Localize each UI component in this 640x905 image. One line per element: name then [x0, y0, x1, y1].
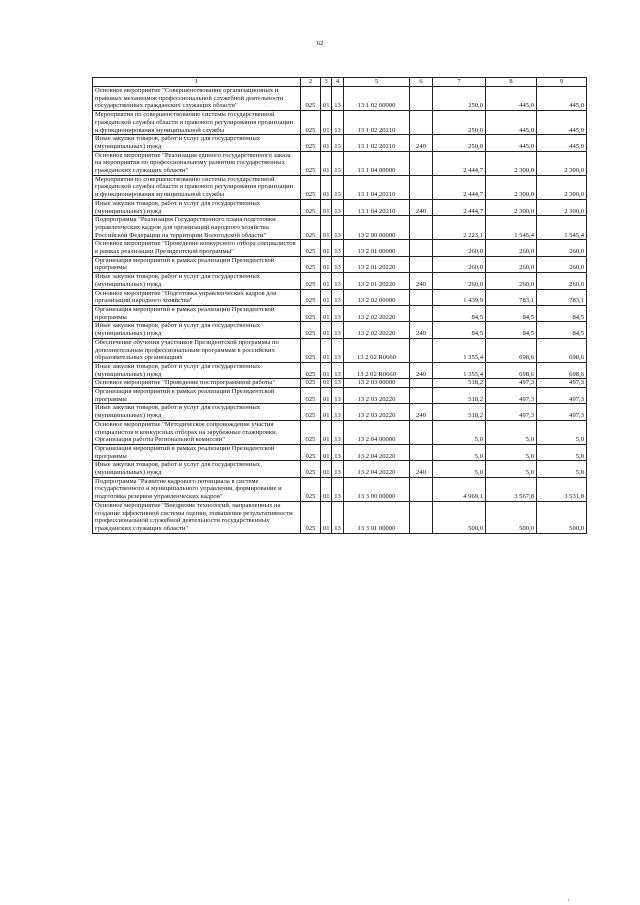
expense-type-cell: 240 — [410, 404, 433, 420]
amount-cell: 1 439,9 — [433, 289, 486, 305]
ministry-code-cell: 025 — [301, 461, 321, 477]
subsection-code-cell: 13 — [332, 87, 344, 111]
table-row — [93, 199, 587, 215]
subsection-code-cell: 13 — [332, 404, 344, 420]
expense-type-cell — [410, 379, 433, 388]
amount-cell: 84,5 — [537, 322, 587, 338]
subsection-code-cell: 13 — [332, 175, 344, 199]
row-name-cell: Организация мероприятий в рамках реализации Президентской программы — [93, 256, 301, 272]
section-code-cell: 01 — [321, 362, 332, 378]
ministry-code-cell: 025 — [301, 87, 321, 111]
expense-type-cell: 240 — [410, 135, 433, 151]
subsection-code-cell: 13 — [332, 420, 344, 444]
target-article-cell: 13 2 03 20220 — [344, 404, 410, 420]
row-name-cell: Иные закупки товаров, работ и услуг для государственных (муниципальных) нужд — [93, 135, 301, 151]
amount-cell: 500,0 — [537, 501, 587, 533]
amount-cell: 5,0 — [433, 444, 486, 460]
row-name-cell: Иные закупки товаров, работ и услуг для государственных (муниципальных) нужд — [93, 362, 301, 378]
amount-cell: 2 300,0 — [486, 151, 537, 175]
ministry-code-cell: 025 — [301, 240, 321, 256]
amount-cell: 2 444,7 — [433, 151, 486, 175]
subsection-code-cell: 13 — [332, 444, 344, 460]
column-header: 2 — [301, 78, 321, 87]
row-name-cell: Организация мероприятий в рамках реализации Президентской программы — [93, 305, 301, 321]
section-code-cell: 01 — [321, 444, 332, 460]
target-article-cell: 13 1 04 20210 — [344, 199, 410, 215]
amount-cell: 84,5 — [486, 305, 537, 321]
row-name-cell: Основное мероприятие "Методическое сопровождение участия специалистов в конкурсных отборах на зарубежные стажировки. Организация работы Региональной комиссии" — [93, 420, 301, 444]
expense-type-cell — [410, 175, 433, 199]
amount-cell: 518,2 — [433, 404, 486, 420]
amount-cell: 4 969,1 — [433, 477, 486, 501]
target-article-cell: 13 2 02 20220 — [344, 305, 410, 321]
ministry-code-cell: 025 — [301, 338, 321, 362]
subsection-code-cell: 13 — [332, 388, 344, 404]
amount-cell: 260,0 — [433, 273, 486, 289]
amount-cell: 497,3 — [486, 404, 537, 420]
amount-cell: 2 444,7 — [433, 199, 486, 215]
subsection-code-cell: 13 — [332, 240, 344, 256]
row-name-cell: Основное мероприятие "Проведение конкурсного отбора специалистов в рамках реализации Президентской программы" — [93, 240, 301, 256]
ministry-code-cell: 025 — [301, 362, 321, 378]
subsection-code-cell: 13 — [332, 151, 344, 175]
ministry-code-cell: 025 — [301, 256, 321, 272]
target-article-cell: 13 1 04 00000 — [344, 151, 410, 175]
expense-type-cell — [410, 420, 433, 444]
amount-cell: 5,0 — [433, 420, 486, 444]
table-body — [93, 87, 587, 534]
header-row — [93, 78, 587, 87]
amount-cell: 698,6 — [486, 338, 537, 362]
amount-cell: 1 355,4 — [433, 362, 486, 378]
target-article-cell: 13 1 04 20210 — [344, 175, 410, 199]
amount-cell: 5,0 — [537, 420, 587, 444]
expense-type-cell — [410, 444, 433, 460]
section-code-cell: 01 — [321, 305, 332, 321]
expense-type-cell — [410, 289, 433, 305]
column-header: 1 — [93, 78, 301, 87]
ministry-code-cell: 025 — [301, 151, 321, 175]
amount-cell: 260,0 — [537, 256, 587, 272]
row-name-cell: Подпрограмма "Развитие кадрового потенциала в системе государственного и муниципального управления, формирование и подготовка резервов управленческих кадров" — [93, 477, 301, 501]
amount-cell: 497,3 — [537, 388, 587, 404]
subsection-code-cell: 13 — [332, 289, 344, 305]
column-header: 4 — [332, 78, 344, 87]
section-code-cell: 01 — [321, 151, 332, 175]
subsection-code-cell: 13 — [332, 379, 344, 388]
amount-cell: 445,0 — [486, 135, 537, 151]
section-code-cell: 01 — [321, 477, 332, 501]
row-name-cell: Подпрограмма "Реализация Государственного плана подготовки управленческих кадров для организаций народного хозяйства Российской Федерации на территории Вологодской области" — [93, 216, 301, 240]
target-article-cell: 13 2 03 20220 — [344, 388, 410, 404]
table-row — [93, 305, 587, 321]
amount-cell: 518,2 — [433, 379, 486, 388]
table-row — [93, 338, 587, 362]
amount-cell: 445,0 — [537, 111, 587, 135]
table-row — [93, 362, 587, 378]
column-header: 5 — [344, 78, 410, 87]
column-header: 3 — [321, 78, 332, 87]
section-code-cell: 01 — [321, 379, 332, 388]
target-article-cell: 13 2 04 20220 — [344, 444, 410, 460]
ministry-code-cell: 025 — [301, 477, 321, 501]
amount-cell: 260,0 — [433, 256, 486, 272]
amount-cell: 783,1 — [486, 289, 537, 305]
table-row — [93, 256, 587, 272]
amount-cell: 698,6 — [537, 362, 587, 378]
amount-cell: 1 545,4 — [537, 216, 587, 240]
target-article-cell: 13 2 01 20220 — [344, 256, 410, 272]
budget-table — [92, 77, 587, 534]
ministry-code-cell: 025 — [301, 216, 321, 240]
section-code-cell: 01 — [321, 461, 332, 477]
subsection-code-cell: 13 — [332, 199, 344, 215]
amount-cell: 260,0 — [486, 273, 537, 289]
subsection-code-cell: 13 — [332, 461, 344, 477]
amount-cell: 783,1 — [537, 289, 587, 305]
expense-type-cell — [410, 501, 433, 533]
column-header: 9 — [537, 78, 587, 87]
table-row — [93, 444, 587, 460]
expense-type-cell — [410, 256, 433, 272]
section-code-cell: 01 — [321, 404, 332, 420]
ministry-code-cell: 025 — [301, 289, 321, 305]
amount-cell: 497,3 — [537, 379, 587, 388]
table-row — [93, 289, 587, 305]
section-code-cell: 01 — [321, 256, 332, 272]
amount-cell: 445,0 — [486, 111, 537, 135]
row-name-cell: Основное мероприятие "Проведение постпрограммной работы" — [93, 379, 301, 388]
section-code-cell: 01 — [321, 175, 332, 199]
table-row — [93, 420, 587, 444]
ministry-code-cell: 025 — [301, 388, 321, 404]
row-name-cell: Основное мероприятие "Реализация единого государственного заказа на мероприятия по профессиональному развитию государственных гражданских служащих области" — [93, 151, 301, 175]
amount-cell: 260,0 — [433, 240, 486, 256]
table-row — [93, 461, 587, 477]
target-article-cell: 13 3 01 00000 — [344, 501, 410, 533]
target-article-cell: 13 2 02 R0660 — [344, 362, 410, 378]
target-article-cell: 13 2 03 00000 — [344, 379, 410, 388]
amount-cell: 2 444,7 — [433, 175, 486, 199]
amount-cell: 698,6 — [486, 362, 537, 378]
amount-cell: 5,0 — [537, 444, 587, 460]
amount-cell: 2 223,1 — [433, 216, 486, 240]
target-article-cell: 13 3 00 00000 — [344, 477, 410, 501]
corner-mark: ı — [568, 898, 570, 903]
table-row — [93, 216, 587, 240]
target-article-cell: 13 2 04 00000 — [344, 420, 410, 444]
row-name-cell: Обеспечение обучения участников Президентской программы по дополнительным профессиональным программам в российских образовательных организациях — [93, 338, 301, 362]
ministry-code-cell: 025 — [301, 199, 321, 215]
column-header: 8 — [486, 78, 537, 87]
section-code-cell: 01 — [321, 111, 332, 135]
section-code-cell: 01 — [321, 273, 332, 289]
amount-cell: 250,0 — [433, 111, 486, 135]
subsection-code-cell: 13 — [332, 256, 344, 272]
amount-cell: 84,5 — [433, 322, 486, 338]
subsection-code-cell: 13 — [332, 322, 344, 338]
section-code-cell: 01 — [321, 135, 332, 151]
row-name-cell: Иные закупки товаров, работ и услуг для государственных (муниципальных) нужд — [93, 199, 301, 215]
section-code-cell: 01 — [321, 322, 332, 338]
section-code-cell: 01 — [321, 338, 332, 362]
target-article-cell: 13 1 02 00000 — [344, 87, 410, 111]
column-header: 7 — [433, 78, 486, 87]
table-row — [93, 273, 587, 289]
column-header: 6 — [410, 78, 433, 87]
section-code-cell: 01 — [321, 199, 332, 215]
row-name-cell: Основное мероприятие "Внедрение технологий, направленных на создание эффективной системы оценки, повышение результативности профессиональной служебной деятельности государственных гражданских служащих области" — [93, 501, 301, 533]
table-row — [93, 240, 587, 256]
amount-cell: 445,0 — [537, 135, 587, 151]
amount-cell: 500,0 — [433, 501, 486, 533]
row-name-cell: Иные закупки товаров, работ и услуг для государственных (муниципальных) нужд — [93, 461, 301, 477]
ministry-code-cell: 025 — [301, 379, 321, 388]
table-row — [93, 322, 587, 338]
amount-cell: 260,0 — [486, 240, 537, 256]
ministry-code-cell: 025 — [301, 322, 321, 338]
row-name-cell: Организация мероприятий в рамках реализации Президентской программы — [93, 444, 301, 460]
expense-type-cell: 240 — [410, 362, 433, 378]
amount-cell: 3 531,8 — [537, 477, 587, 501]
target-article-cell: 13 2 00 00000 — [344, 216, 410, 240]
target-article-cell: 13 2 02 00000 — [344, 289, 410, 305]
ministry-code-cell: 025 — [301, 420, 321, 444]
table-row — [93, 175, 587, 199]
expense-type-cell — [410, 240, 433, 256]
subsection-code-cell: 13 — [332, 135, 344, 151]
ministry-code-cell: 025 — [301, 305, 321, 321]
amount-cell: 5,0 — [433, 461, 486, 477]
target-article-cell: 13 2 01 20220 — [344, 273, 410, 289]
section-code-cell: 01 — [321, 240, 332, 256]
amount-cell: 84,5 — [486, 322, 537, 338]
amount-cell: 500,0 — [486, 501, 537, 533]
expense-type-cell: 240 — [410, 273, 433, 289]
amount-cell: 497,3 — [486, 379, 537, 388]
table-row — [93, 151, 587, 175]
amount-cell: 2 300,0 — [537, 151, 587, 175]
table-row — [93, 111, 587, 135]
row-name-cell: Иные закупки товаров, работ и услуг для государственных (муниципальных) нужд — [93, 322, 301, 338]
table-row — [93, 379, 587, 388]
amount-cell: 2 300,0 — [537, 199, 587, 215]
amount-cell: 5,0 — [486, 444, 537, 460]
subsection-code-cell: 13 — [332, 362, 344, 378]
target-article-cell: 13 2 04 20220 — [344, 461, 410, 477]
amount-cell: 250,0 — [433, 87, 486, 111]
amount-cell: 2 300,0 — [486, 199, 537, 215]
amount-cell: 445,0 — [486, 87, 537, 111]
section-code-cell: 01 — [321, 420, 332, 444]
target-article-cell: 13 1 02 20210 — [344, 135, 410, 151]
ministry-code-cell: 025 — [301, 404, 321, 420]
row-name-cell: Мероприятия по совершенствованию системы государственной гражданской службы области и правового регулирования организации и функционирования муниципальной службы — [93, 175, 301, 199]
section-code-cell: 01 — [321, 216, 332, 240]
ministry-code-cell: 025 — [301, 135, 321, 151]
subsection-code-cell: 13 — [332, 273, 344, 289]
expense-type-cell — [410, 87, 433, 111]
amount-cell: 1 545,4 — [486, 216, 537, 240]
section-code-cell: 01 — [321, 289, 332, 305]
section-code-cell: 01 — [321, 501, 332, 533]
subsection-code-cell: 13 — [332, 501, 344, 533]
expense-type-cell: 240 — [410, 461, 433, 477]
subsection-code-cell: 13 — [332, 111, 344, 135]
amount-cell: 5,0 — [537, 461, 587, 477]
amount-cell: 250,0 — [433, 135, 486, 151]
amount-cell: 260,0 — [537, 273, 587, 289]
ministry-code-cell: 025 — [301, 501, 321, 533]
ministry-code-cell: 025 — [301, 175, 321, 199]
row-name-cell: Организация мероприятий в рамках реализации Президентской программы — [93, 388, 301, 404]
table-row — [93, 477, 587, 501]
expense-type-cell — [410, 216, 433, 240]
target-article-cell: 13 2 02 R0660 — [344, 338, 410, 362]
expense-type-cell — [410, 305, 433, 321]
amount-cell: 5,0 — [486, 461, 537, 477]
amount-cell: 3 567,8 — [486, 477, 537, 501]
section-code-cell: 01 — [321, 87, 332, 111]
table-row — [93, 404, 587, 420]
amount-cell: 445,0 — [537, 87, 587, 111]
amount-cell: 260,0 — [486, 256, 537, 272]
table-row — [93, 135, 587, 151]
target-article-cell: 13 2 02 20220 — [344, 322, 410, 338]
section-code-cell: 01 — [321, 388, 332, 404]
target-article-cell: 13 1 02 20210 — [344, 111, 410, 135]
amount-cell: 84,5 — [433, 305, 486, 321]
row-name-cell: Мероприятия по совершенствованию системы государственной гражданской службы области и правового регулирования организации и функционирования муниципальной службы — [93, 111, 301, 135]
ministry-code-cell: 025 — [301, 444, 321, 460]
row-name-cell: Иные закупки товаров, работ и услуг для государственных (муниципальных) нужд — [93, 404, 301, 420]
row-name-cell: Основное мероприятие "Подготовка управленческих кадров для организаций народного хозяйства" — [93, 289, 301, 305]
subsection-code-cell: 13 — [332, 216, 344, 240]
subsection-code-cell: 13 — [332, 338, 344, 362]
subsection-code-cell: 13 — [332, 477, 344, 501]
table-row — [93, 501, 587, 533]
row-name-cell: Иные закупки товаров, работ и услуг для государственных (муниципальных) нужд — [93, 273, 301, 289]
subsection-code-cell: 13 — [332, 305, 344, 321]
amount-cell: 2 300,0 — [537, 175, 587, 199]
expense-type-cell — [410, 477, 433, 501]
table-row — [93, 87, 587, 111]
amount-cell: 260,0 — [537, 240, 587, 256]
ministry-code-cell: 025 — [301, 111, 321, 135]
ministry-code-cell: 025 — [301, 273, 321, 289]
expense-type-cell: 240 — [410, 322, 433, 338]
table-row — [93, 388, 587, 404]
amount-cell: 1 355,4 — [433, 338, 486, 362]
row-name-cell: Основное мероприятие "Совершенствование организационных и правовых механизмов профессиональной служебной деятельности государственных гражданских служащих области" — [93, 87, 301, 111]
expense-type-cell: 240 — [410, 199, 433, 215]
amount-cell: 5,0 — [486, 420, 537, 444]
amount-cell: 2 300,0 — [486, 175, 537, 199]
target-article-cell: 13 2 01 00000 — [344, 240, 410, 256]
expense-type-cell — [410, 338, 433, 362]
amount-cell: 518,2 — [433, 388, 486, 404]
expense-type-cell — [410, 151, 433, 175]
expense-type-cell — [410, 111, 433, 135]
page-number: 62 — [316, 40, 324, 47]
amount-cell: 497,3 — [537, 404, 587, 420]
amount-cell: 698,6 — [537, 338, 587, 362]
amount-cell: 497,3 — [486, 388, 537, 404]
expense-type-cell — [410, 388, 433, 404]
amount-cell: 84,5 — [537, 305, 587, 321]
